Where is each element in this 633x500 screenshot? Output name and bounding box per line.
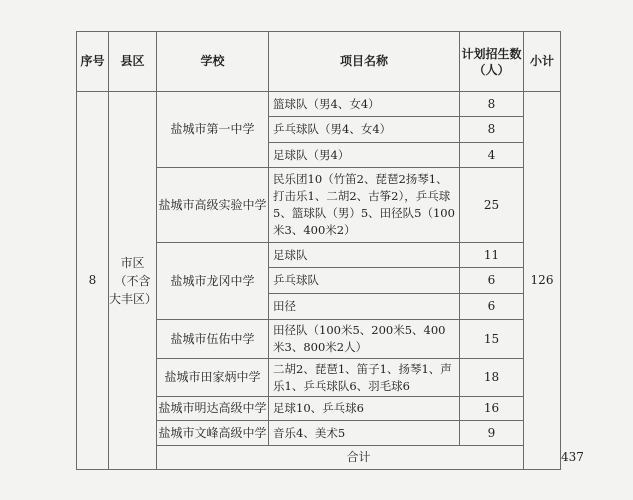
- total-row: 合计 437: [77, 446, 561, 470]
- header-plan: 计划招生数（人）: [460, 32, 524, 92]
- item-name: 田径队（100米5、200米5、400米3、800米2人）: [269, 320, 460, 359]
- item-name: 乒乓球队: [269, 268, 460, 294]
- row-number: 8: [77, 92, 109, 470]
- header-item: 项目名称: [269, 32, 460, 92]
- school-name: 盐城市文峰高级中学: [157, 421, 269, 446]
- item-count: 6: [460, 294, 524, 320]
- item-name: 足球10、乒乓球6: [269, 397, 460, 421]
- total-label: 合计: [157, 446, 561, 470]
- table-row: [77, 92, 561, 117]
- item-name: 乒乓球队（男4、女4）: [269, 117, 460, 143]
- item-name: 二胡2、琵琶1、笛子1、扬琴1、声乐1、乒乓球队6、羽毛球6: [269, 359, 460, 397]
- item-count: 16: [460, 397, 524, 421]
- item-count: 6: [460, 268, 524, 294]
- school-name: 盐城市第一中学: [157, 92, 269, 168]
- school-name: 盐城市高级实验中学: [157, 168, 269, 243]
- school-name: 盐城市明达高级中学: [157, 397, 269, 421]
- item-name: 民乐团10（竹笛2、琵琶2扬琴1、打击乐1、二胡2、古筝2），乒乓球5、篮球队（男）5、田径队5（100米3、400米2）: [269, 168, 460, 243]
- item-count: 18: [460, 359, 524, 397]
- school-name: 盐城市龙冈中学: [157, 243, 269, 320]
- item-count: 9: [460, 421, 524, 446]
- school-name: 盐城市伍佑中学: [157, 320, 269, 359]
- item-count: 8: [460, 117, 524, 143]
- header-school: 学校: [157, 32, 269, 92]
- item-name: 足球队（男4）: [269, 143, 460, 168]
- item-name: 足球队: [269, 243, 460, 268]
- item-count: 4: [460, 143, 524, 168]
- item-count: 25: [460, 168, 524, 243]
- item-count: 11: [460, 243, 524, 268]
- district-cell: 市区（不含大丰区）: [109, 92, 157, 470]
- item-count: 8: [460, 92, 524, 117]
- item-name: 音乐4、美术5: [269, 421, 460, 446]
- item-count: 15: [460, 320, 524, 359]
- header-subtotal: 小计: [524, 32, 561, 92]
- subtotal-cell: 126: [524, 92, 561, 470]
- item-name: 田径: [269, 294, 460, 320]
- school-name: 盐城市田家炳中学: [157, 359, 269, 397]
- header-no: 序号: [77, 32, 109, 92]
- enrollment-table: [76, 31, 584, 470]
- item-name: 篮球队（男4、女4）: [269, 92, 460, 117]
- header-row: [77, 32, 561, 92]
- header-district: 县区: [109, 32, 157, 92]
